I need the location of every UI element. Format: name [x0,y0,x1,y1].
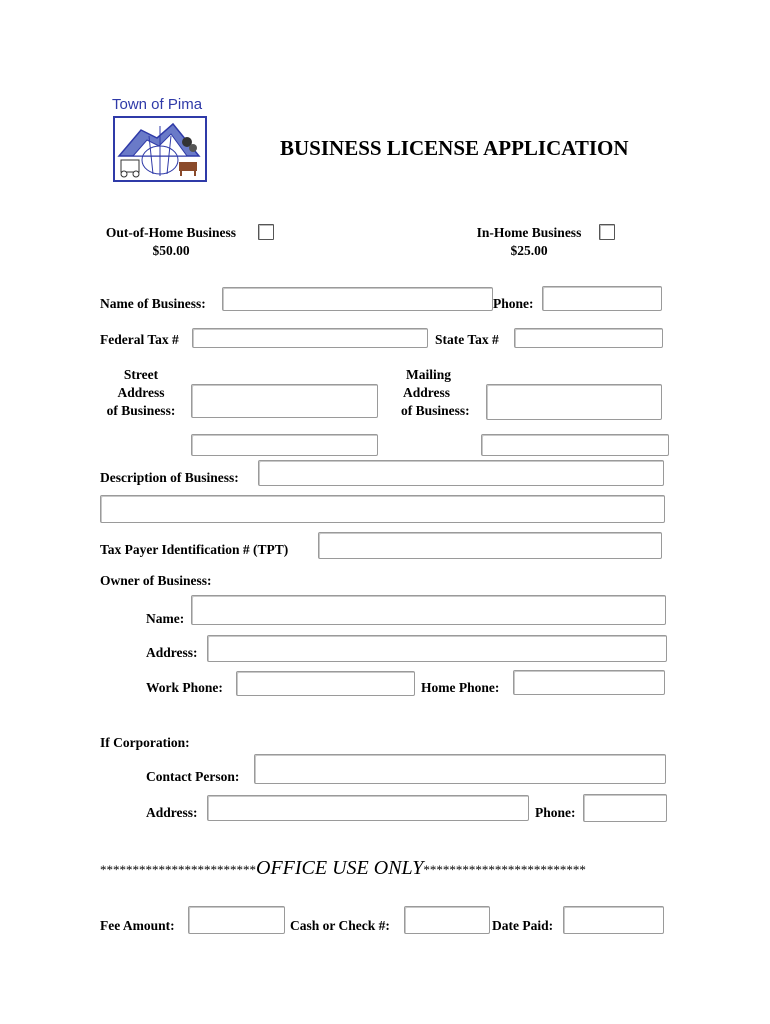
in-home-label [454,224,604,260]
in-home-business-text: In-Home Business [476,225,582,240]
out-of-home-label [96,224,246,260]
corporation-heading: If Corporation: [100,735,190,750]
owner-heading: Owner of Business: [100,573,212,588]
contact-person-label: Contact Person: [146,769,240,784]
tpt-label: Tax Payer Identification # (TPT) [100,542,289,557]
out-of-home-business-text: Out-of-Home Business [105,225,237,240]
street-address-label [96,366,186,420]
fee-amount-label: Fee Amount: [100,918,175,933]
street-address-field[interactable] [191,384,378,418]
owner-name-field[interactable] [191,595,666,625]
out-of-home-checkbox[interactable] [258,224,274,240]
corp-phone-label: Phone: [535,805,576,820]
name-of-business-field[interactable] [222,287,493,311]
description-field[interactable] [258,460,664,486]
mailing-address-line-1: Mailing [406,367,452,382]
logo-text: Town of Pima [112,96,203,113]
mailing-address-label [401,366,481,420]
logo-emblem-icon [113,116,207,182]
home-phone-label: Home Phone: [421,680,500,695]
cash-or-check-label: Cash or Check #: [290,918,390,933]
phone-label: Phone: [493,296,534,311]
office-stars-left: ************************ [100,862,256,877]
state-tax-field[interactable] [514,328,663,348]
out-of-home-fee: $50.00 [152,243,190,258]
owner-address-label: Address: [146,645,198,660]
fee-amount-field[interactable] [188,906,285,934]
mailing-address-field[interactable] [486,384,662,420]
name-of-business-label: Name of Business: [100,296,206,311]
tpt-field[interactable] [318,532,662,559]
description-field-2[interactable] [100,495,665,523]
date-paid-label: Date Paid: [492,918,554,933]
street-address-line-1: Street [123,367,159,382]
corp-address-label: Address: [146,805,198,820]
corp-phone-field[interactable] [583,794,667,822]
cash-or-check-field[interactable] [404,906,490,934]
office-use-banner [100,857,666,880]
street-address-line-3: of Business: [106,403,176,418]
work-phone-label: Work Phone: [146,680,223,695]
contact-person-field[interactable] [254,754,666,784]
home-phone-field[interactable] [513,670,665,695]
page-title: BUSINESS LICENSE APPLICATION [280,136,629,160]
town-logo [112,96,212,186]
mailing-address-line-2: Address [403,385,451,400]
street-address-field-2[interactable] [191,434,378,456]
mailing-address-field-2[interactable] [481,434,669,456]
work-phone-field[interactable] [236,671,415,696]
corp-address-field[interactable] [207,795,529,821]
date-paid-field[interactable] [563,906,664,934]
federal-tax-field[interactable] [192,328,428,348]
office-stars-right: ************************* [423,862,586,877]
owner-address-field[interactable] [207,635,667,662]
description-label: Description of Business: [100,470,239,485]
phone-field[interactable] [542,286,662,311]
in-home-checkbox[interactable] [599,224,615,240]
in-home-fee: $25.00 [510,243,548,258]
street-address-line-2: Address [117,385,165,400]
mailing-address-line-3: of Business: [401,403,470,418]
office-use-label: OFFICE USE ONLY [256,857,424,879]
state-tax-label: State Tax # [435,332,499,347]
federal-tax-label: Federal Tax # [100,332,179,347]
owner-name-label: Name: [146,611,185,626]
